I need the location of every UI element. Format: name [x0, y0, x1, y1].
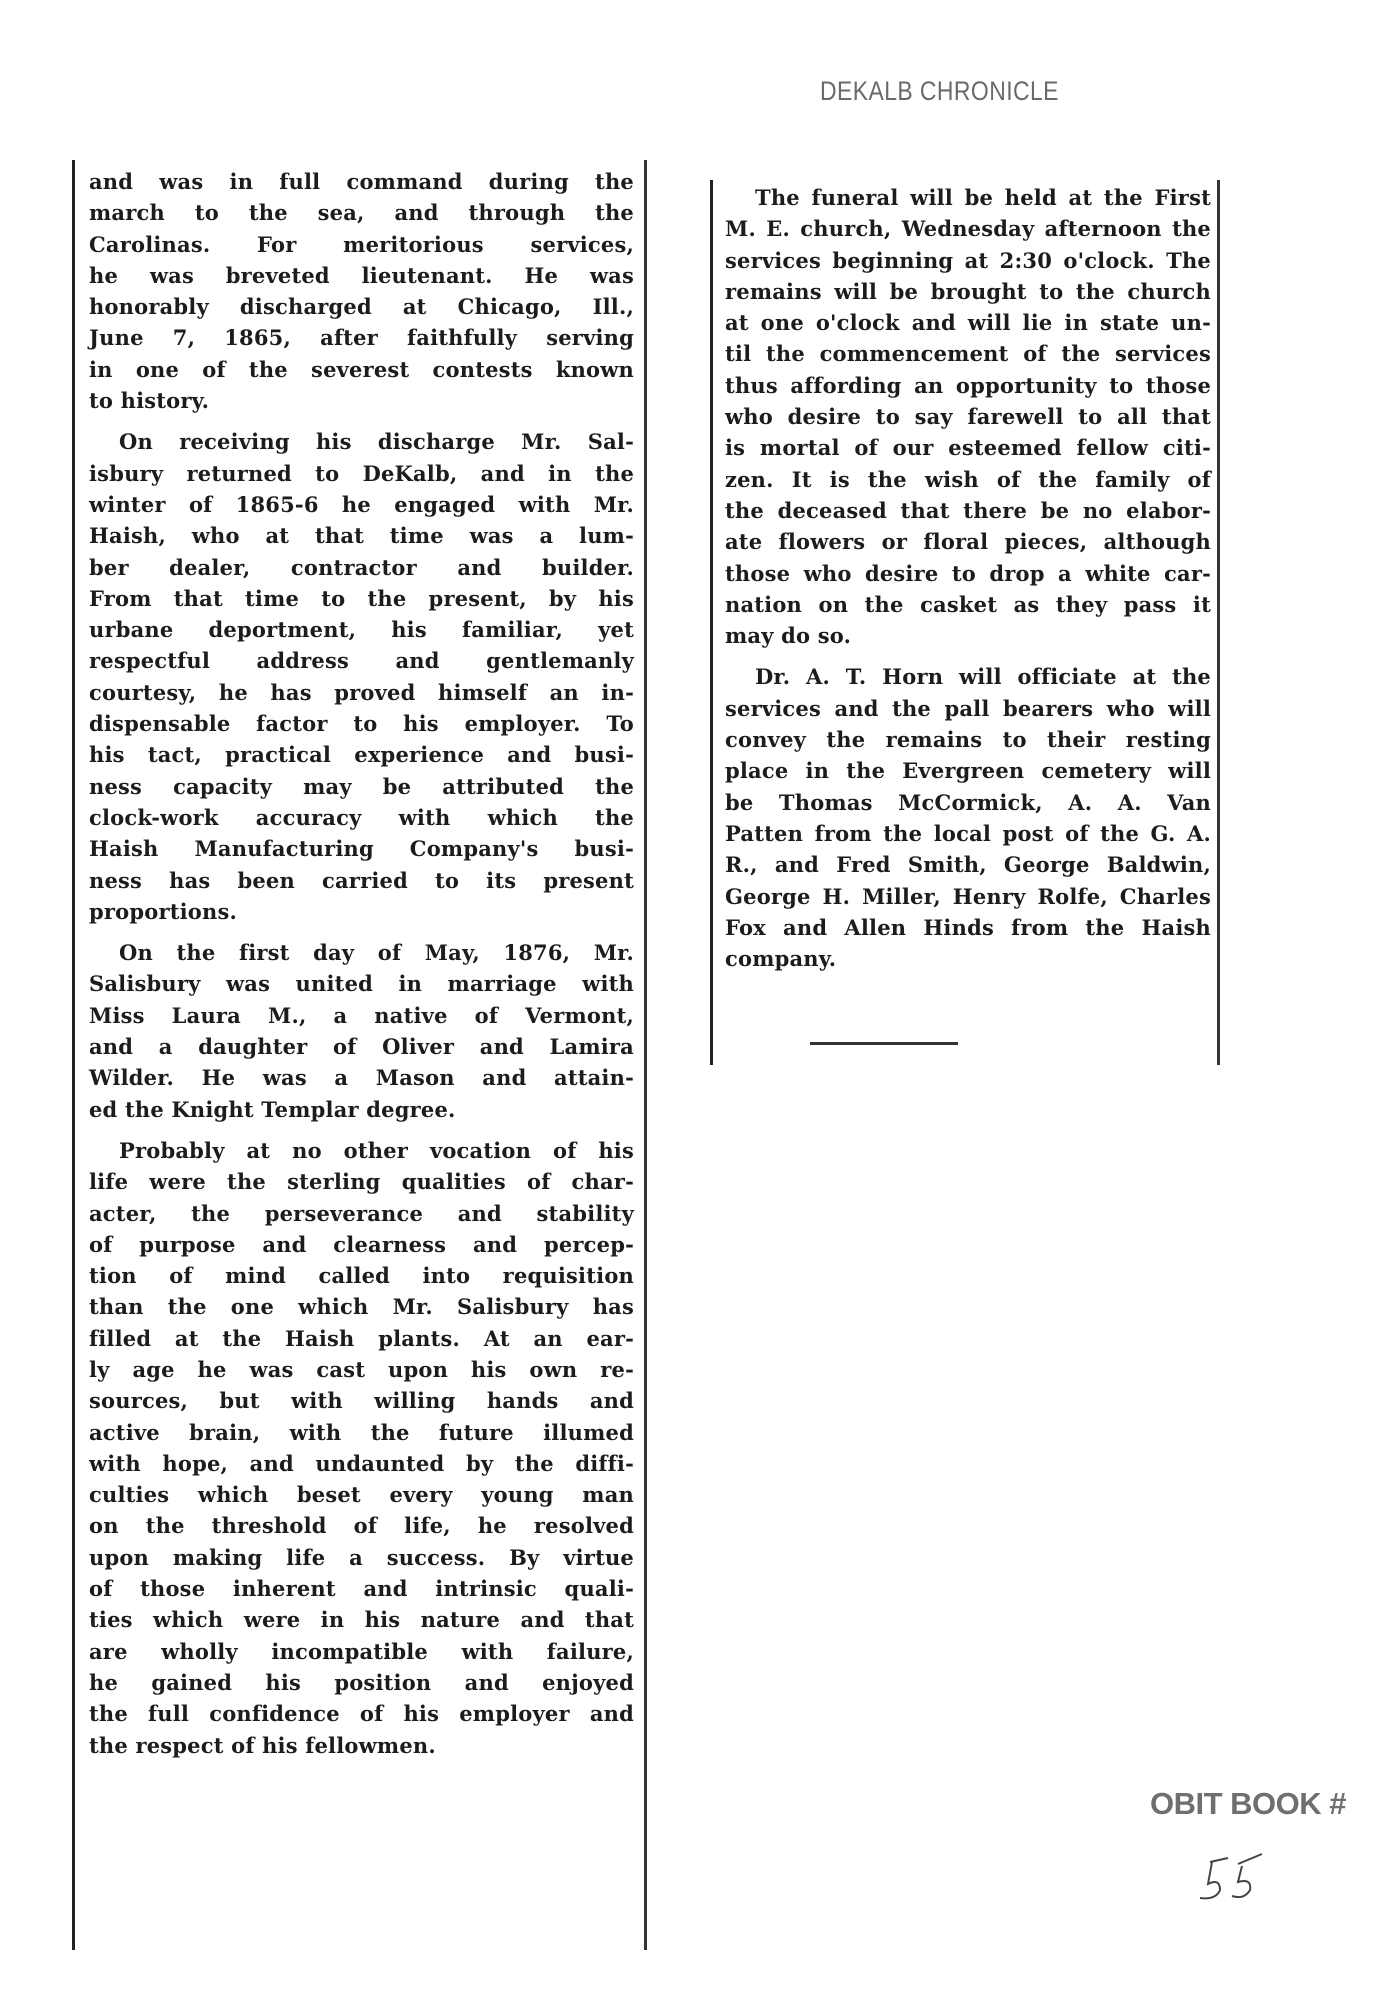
text-line: services beginning at 2:30 o'clock. The	[725, 247, 1211, 273]
text-line: Probably at no other vocation of his	[119, 1137, 634, 1163]
text-line: in one of the severest contests known	[89, 356, 634, 382]
paragraph-gap	[89, 416, 634, 426]
text-line: The funeral will be held at the First	[755, 185, 1211, 210]
text-line: Dr. A. T. Horn will officiate at the	[755, 664, 1211, 690]
text-line: who desire to say farewell to all that	[725, 404, 1211, 430]
text-line: ed the Knight Templar degree.	[89, 1096, 456, 1122]
text-line: respectful address and gentlemanly	[89, 648, 634, 674]
text-line: upon making life a success. By virtue	[89, 1544, 634, 1570]
article-end-rule	[810, 1042, 958, 1045]
handwritten-book-number	[1190, 1850, 1270, 1910]
text-line: remains will be brought to the church	[725, 278, 1211, 304]
text-line: with hope, and undaunted by the diffi-	[89, 1450, 634, 1476]
text-line: and a daughter of Oliver and Lamira	[89, 1034, 634, 1060]
text-line: nation on the casket as they pass it	[725, 591, 1211, 617]
text-line: ate flowers or floral pieces, although	[725, 529, 1211, 555]
text-line: at one o'clock and will lie in state un-	[725, 310, 1211, 336]
text-line: company.	[725, 946, 837, 972]
text-line: til the commencement of the services	[725, 341, 1211, 367]
text-line: dispensable factor to his employer. To	[89, 711, 634, 737]
text-line: isbury returned to DeKalb, and in the	[89, 460, 634, 486]
text-line: tion of mind called into requisition	[89, 1263, 634, 1289]
paragraph-gap	[725, 651, 1211, 661]
text-line: place in the Evergreen cemetery will	[725, 758, 1211, 784]
text-line: filled at the Haish plants. At an ear-	[89, 1325, 634, 1351]
text-line: are wholly incompatible with failure,	[89, 1638, 634, 1664]
text-line: life were the sterling qualities of char-	[89, 1169, 634, 1195]
obit-book-stamp: OBIT BOOK #	[1150, 1786, 1347, 1821]
text-line: On the first day of May, 1876, Mr.	[119, 940, 634, 966]
text-line: Fox and Allen Hinds from the Haish	[725, 914, 1211, 940]
text-line: acter, the perseverance and stability	[89, 1200, 634, 1226]
text-line: than the one which Mr. Salisbury has	[89, 1294, 634, 1320]
text-line: Haish, who at that time was a lum-	[89, 523, 634, 549]
article-paragraph	[89, 166, 634, 416]
text-line: is mortal of our esteemed fellow citi-	[725, 435, 1211, 461]
text-line: the respect of his fellowmen.	[89, 1732, 436, 1758]
text-line: may do so.	[725, 623, 852, 649]
text-line: courtesy, he has proved himself an in-	[89, 679, 634, 705]
text-line: thus affording an opportunity to those	[725, 372, 1211, 398]
text-line: his tact, practical experience and busi-	[89, 742, 634, 768]
text-line: ber dealer, contractor and builder.	[89, 554, 634, 580]
text-line: R., and Fred Smith, George Baldwin,	[725, 852, 1211, 878]
text-line: zen. It is the wish of the family of	[725, 466, 1211, 492]
text-line: proportions.	[89, 898, 237, 924]
text-line: he gained his position and enjoyed	[89, 1669, 634, 1695]
article-column-left	[72, 160, 647, 1950]
text-line: urbane deportment, his familiar, yet	[89, 617, 634, 643]
text-line: be Thomas McCormick, A. A. Van	[725, 789, 1211, 815]
article-column-right	[710, 180, 1220, 1065]
text-line: ness has been carried to its present	[89, 867, 634, 893]
article-paragraph	[725, 182, 1211, 651]
text-line: On receiving his discharge Mr. Sal-	[119, 429, 634, 455]
text-line: ness capacity may be attributed the	[89, 773, 634, 799]
text-line: convey the remains to their resting	[725, 727, 1211, 753]
article-paragraph	[89, 1135, 634, 1761]
text-line: Carolinas. For meritorious services,	[89, 231, 634, 257]
article-paragraph	[89, 426, 634, 927]
text-line: and was in full command during the	[89, 169, 634, 194]
text-line: to history.	[89, 388, 210, 414]
text-line: From that time to the present, by his	[89, 585, 634, 611]
text-line: ties which were in his nature and that	[89, 1607, 634, 1633]
article-paragraph	[725, 661, 1211, 974]
text-line: march to the sea, and through the	[89, 200, 634, 226]
text-line: sources, but with willing hands and	[89, 1388, 634, 1414]
text-line: services and the pall bearers who will	[725, 695, 1211, 721]
article-paragraph	[89, 937, 634, 1125]
text-line: he was breveted lieutenant. He was	[89, 262, 634, 288]
text-line: the deceased that there be no elabor-	[725, 497, 1211, 523]
text-line: culties which beset every young man	[89, 1482, 634, 1508]
text-line: Patten from the local post of the G. A.	[725, 820, 1211, 846]
text-line: honorably discharged at Chicago, Ill.,	[89, 294, 634, 320]
text-line: on the threshold of life, he resolved	[89, 1513, 634, 1539]
text-line: Miss Laura M., a native of Vermont,	[89, 1002, 634, 1028]
text-line: Haish Manufacturing Company's busi-	[89, 836, 634, 862]
text-line: Salisbury was united in marriage with	[89, 971, 634, 997]
text-line: those who desire to drop a white car-	[725, 560, 1211, 586]
text-line: Wilder. He was a Mason and attain-	[89, 1065, 634, 1091]
text-line: George H. Miller, Henry Rolfe, Charles	[725, 883, 1211, 909]
paragraph-gap	[89, 927, 634, 937]
text-line: clock-work accuracy with which the	[89, 804, 634, 830]
paragraph-gap	[89, 1125, 634, 1135]
text-line: active brain, with the future illumed	[89, 1419, 634, 1445]
text-line: the full confidence of his employer and	[89, 1701, 634, 1727]
text-line: of purpose and clearness and percep-	[89, 1231, 634, 1257]
text-line: June 7, 1865, after faithfully serving	[89, 325, 634, 351]
text-line: winter of 1865-6 he engaged with Mr.	[89, 491, 634, 517]
text-line: M. E. church, Wednesday afternoon the	[725, 216, 1211, 242]
publication-title: DEKALB CHRONICLE	[820, 76, 1059, 106]
text-line: ly age he was cast upon his own re-	[89, 1356, 634, 1382]
text-line: of those inherent and intrinsic quali-	[89, 1576, 634, 1602]
